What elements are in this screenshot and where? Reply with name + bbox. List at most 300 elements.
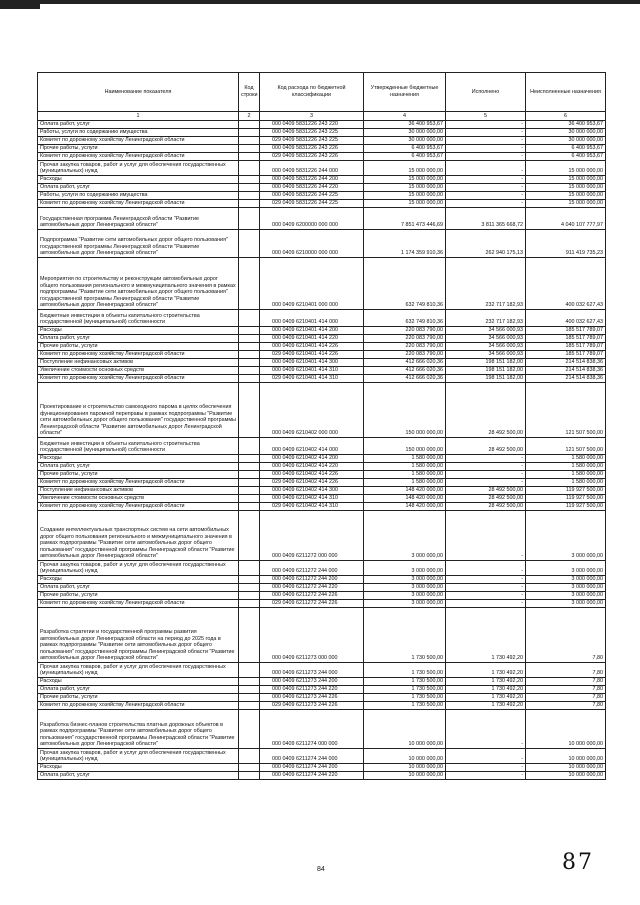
row-code-cell [239, 367, 260, 375]
row-code-cell [239, 487, 260, 495]
row-name-cell: Подпрограмма "Развитие сети автомобильных дорог общего пользования" государственной программы Ленинградской области "Развитие автомобильных дорог Ленинградской области" [38, 230, 239, 258]
row-code-cell [239, 584, 260, 592]
row-kbk-cell: 000 0409 6210401 414 000 [260, 310, 364, 327]
row-approved-cell: 30 000 000,00 [364, 137, 446, 145]
row-kbk-cell: 000 0409 6210401 414 200 [260, 327, 364, 335]
column-number: 2 [239, 112, 260, 121]
row-kbk-cell: 000 0409 6210401 414 226 [260, 343, 364, 351]
row-kbk-cell: 000 0409 6210402 414 300 [260, 487, 364, 495]
row-name-cell: Комитет по дорожному хозяйству Ленинградской области [38, 137, 239, 145]
row-unexecuted-cell: 7,80 [526, 608, 606, 663]
row-kbk-cell: 000 0409 6210401 000 000 [260, 258, 364, 310]
row-approved-cell: 10 000 000,00 [364, 772, 446, 780]
row-code-cell [239, 359, 260, 367]
table-row [38, 749, 606, 764]
row-unexecuted-cell: 7,80 [526, 694, 606, 702]
header-row [38, 73, 606, 112]
row-name-cell: Расходы [38, 176, 239, 184]
row-kbk-cell: 000 0409 6211274 244 000 [260, 749, 364, 764]
row-kbk-cell: 000 0409 6210401 414 300 [260, 359, 364, 367]
row-kbk-cell: 000 0409 6211272 244 220 [260, 584, 364, 592]
row-executed-cell: - [446, 561, 526, 576]
table-row [38, 176, 606, 184]
row-kbk-cell: 029 0409 6210401 414 310 [260, 375, 364, 383]
row-kbk-cell: 000 0409 6211273 000 000 [260, 608, 364, 663]
table-row [38, 145, 606, 153]
row-name-cell: Мероприятия по строительству и реконструкции автомобильных дорог общего пользования регионального и межмуниципального значения в рамках подпрограммы "Развитие сети автомобильных дорог общего пользования" государственной программы Ленинградской области "Развитие автомобильных дорог Ленинградской области" [38, 258, 239, 310]
row-kbk-cell: 029 0409 5831226 243 225 [260, 137, 364, 145]
row-executed-cell: 198 151 182,00 [446, 367, 526, 375]
table-row [38, 310, 606, 327]
row-name-cell: Бюджетные инвестиции в объекты капитального строительства государственной (муниципальной) собственности [38, 310, 239, 327]
row-code-cell [239, 383, 260, 438]
row-executed-cell: - [446, 471, 526, 479]
page-number: 84 [317, 866, 325, 873]
row-unexecuted-cell: 3 000 000,00 [526, 576, 606, 584]
table-row [38, 327, 606, 335]
table-row [38, 561, 606, 576]
row-code-cell [239, 310, 260, 327]
row-approved-cell: 1 730 500,00 [364, 663, 446, 678]
row-unexecuted-cell: 36 400 953,67 [526, 121, 606, 129]
top-border-line [0, 0, 640, 4]
row-code-cell [239, 192, 260, 200]
row-approved-cell: 15 000 000,00 [364, 192, 446, 200]
row-executed-cell: 1 730 492,20 [446, 663, 526, 678]
row-code-cell [239, 479, 260, 487]
row-name-cell: Проектирование и строительство самоходного парома в целях обеспечения функционирования паромной переправы в рамках подпрограммы "Развитие сети автомобильных дорог общего пользования" государственной программы Ленинградской области "Развитие автомобильных дорог Ленинградской области" [38, 383, 239, 438]
row-approved-cell: 15 000 000,00 [364, 184, 446, 192]
row-executed-cell: 34 566 000,93 [446, 327, 526, 335]
column-number: 6 [526, 112, 606, 121]
row-executed-cell: 198 151 182,00 [446, 359, 526, 367]
row-code-cell [239, 200, 260, 208]
row-unexecuted-cell: 4 040 107 777,97 [526, 208, 606, 230]
row-name-cell: Поступление нефинансовых активов [38, 359, 239, 367]
row-executed-cell: 28 492 500,00 [446, 438, 526, 455]
row-code-cell [239, 375, 260, 383]
row-unexecuted-cell: 6 400 953,67 [526, 145, 606, 153]
row-code-cell [239, 471, 260, 479]
row-unexecuted-cell: 7,80 [526, 678, 606, 686]
row-approved-cell: 3 000 000,00 [364, 592, 446, 600]
row-executed-cell: 1 730 492,20 [446, 608, 526, 663]
table-row [38, 702, 606, 710]
header-executed: Исполнено [446, 73, 526, 112]
row-code-cell [239, 710, 260, 749]
table-body [38, 121, 606, 780]
column-number-row [38, 112, 606, 121]
row-name-cell: Комитет по дорожному хозяйству Ленинградской области [38, 702, 239, 710]
row-name-cell: Прочие работы, услуги [38, 592, 239, 600]
row-executed-cell: - [446, 161, 526, 176]
table-row [38, 192, 606, 200]
row-approved-cell: 220 083 790,00 [364, 343, 446, 351]
row-approved-cell: 150 000 000,00 [364, 438, 446, 455]
row-code-cell [239, 686, 260, 694]
row-code-cell [239, 161, 260, 176]
row-kbk-cell: 000 0409 6211273 244 200 [260, 678, 364, 686]
row-name-cell: Комитет по дорожному хозяйству Ленинградской области [38, 200, 239, 208]
row-name-cell: Увеличение стоимости основных средств [38, 367, 239, 375]
row-code-cell [239, 511, 260, 561]
row-approved-cell: 3 000 000,00 [364, 561, 446, 576]
row-name-cell: Оплата работ, услуг [38, 772, 239, 780]
row-approved-cell: 1 580 000,00 [364, 471, 446, 479]
row-kbk-cell: 000 0409 5831226 244 200 [260, 176, 364, 184]
row-unexecuted-cell: 3 000 000,00 [526, 584, 606, 592]
table-row [38, 678, 606, 686]
column-number: 4 [364, 112, 446, 121]
table-row [38, 463, 606, 471]
row-code-cell [239, 176, 260, 184]
row-executed-cell: 232 717 182,93 [446, 310, 526, 327]
row-approved-cell: 1 730 500,00 [364, 686, 446, 694]
row-unexecuted-cell: 121 507 500,00 [526, 438, 606, 455]
row-name-cell: Прочие работы, услуги [38, 145, 239, 153]
row-unexecuted-cell: 214 514 838,36 [526, 359, 606, 367]
table-row [38, 367, 606, 375]
row-kbk-cell: 000 0409 5831226 243 225 [260, 129, 364, 137]
row-name-cell: Комитет по дорожному хозяйству Ленинградской области [38, 600, 239, 608]
row-approved-cell: 3 000 000,00 [364, 576, 446, 584]
row-approved-cell: 1 580 000,00 [364, 479, 446, 487]
row-unexecuted-cell: 15 000 000,00 [526, 184, 606, 192]
row-code-cell [239, 600, 260, 608]
row-approved-cell: 6 400 953,67 [364, 145, 446, 153]
table-row [38, 335, 606, 343]
row-unexecuted-cell: 15 000 000,00 [526, 192, 606, 200]
row-name-cell: Государственная программа Ленинградской области "Развитие автомобильных дорог Ленинградской области" [38, 208, 239, 230]
row-name-cell: Оплата работ, услуг [38, 121, 239, 129]
row-code-cell [239, 772, 260, 780]
row-unexecuted-cell: 185 517 789,07 [526, 335, 606, 343]
row-executed-cell: 1 730 492,20 [446, 694, 526, 702]
row-executed-cell: 28 492 500,00 [446, 487, 526, 495]
row-code-cell [239, 153, 260, 161]
budget-execution-table [37, 72, 606, 780]
table-row [38, 576, 606, 584]
row-name-cell: Создание интеллектуальных транспортных систем на сети автомобильных дорог общего пользования регионального и межмуниципального значения в рамках подпрограммы "Развитие сети автомобильных дорог общего пользования" государственной программы Ленинградской области "Развитие автомобильных дорог Ленинградской области" [38, 511, 239, 561]
row-approved-cell: 412 666 020,36 [364, 375, 446, 383]
row-approved-cell: 220 083 790,00 [364, 351, 446, 359]
row-unexecuted-cell: 3 000 000,00 [526, 511, 606, 561]
row-unexecuted-cell: 119 927 500,00 [526, 487, 606, 495]
row-kbk-cell: 029 0409 6210401 414 226 [260, 351, 364, 359]
row-approved-cell: 1 730 500,00 [364, 702, 446, 710]
row-executed-cell: 28 492 500,00 [446, 503, 526, 511]
row-approved-cell: 220 083 790,00 [364, 327, 446, 335]
row-approved-cell: 1 580 000,00 [364, 455, 446, 463]
row-kbk-cell: 000 0409 6211274 244 220 [260, 772, 364, 780]
row-executed-cell: - [446, 600, 526, 608]
row-name-cell: Расходы [38, 678, 239, 686]
row-code-cell [239, 463, 260, 471]
row-code-cell [239, 561, 260, 576]
header-unexecuted: Неисполненные назначения [526, 73, 606, 112]
row-approved-cell: 412 666 020,36 [364, 359, 446, 367]
row-unexecuted-cell: 10 000 000,00 [526, 764, 606, 772]
row-approved-cell: 36 400 953,67 [364, 121, 446, 129]
row-executed-cell: - [446, 772, 526, 780]
row-name-cell: Оплата работ, услуг [38, 184, 239, 192]
row-name-cell: Разработка бизнес-планов строительства платных дорожных объектов в рамках подпрограммы "Развитие сети автомобильных дорог общего пользования" государственной программы Ленинградской области "Развитие автомобильных дорог Ленинградской области" [38, 710, 239, 749]
row-kbk-cell: 000 0409 6210402 414 226 [260, 471, 364, 479]
table-row [38, 161, 606, 176]
row-name-cell: Прочая закупка товаров, работ и услуг для обеспечения государственных (муниципальных) нужд [38, 663, 239, 678]
row-code-cell [239, 663, 260, 678]
row-unexecuted-cell: 1 580 000,00 [526, 463, 606, 471]
row-kbk-cell: 000 0409 6200000 000 000 [260, 208, 364, 230]
row-kbk-cell: 000 0409 6210000 000 000 [260, 230, 364, 258]
row-kbk-cell: 000 0409 6211272 244 226 [260, 592, 364, 600]
table-row [38, 584, 606, 592]
row-approved-cell: 148 420 000,00 [364, 503, 446, 511]
row-name-cell: Комитет по дорожному хозяйству Ленинградской области [38, 153, 239, 161]
row-code-cell [239, 145, 260, 153]
row-name-cell: Оплата работ, услуг [38, 686, 239, 694]
row-kbk-cell: 000 0409 5831226 243 226 [260, 145, 364, 153]
row-kbk-cell: 000 0409 5831226 244 225 [260, 192, 364, 200]
table-row [38, 592, 606, 600]
row-approved-cell: 148 420 000,00 [364, 495, 446, 503]
row-code-cell [239, 208, 260, 230]
row-name-cell: Прочая закупка товаров, работ и услуг для обеспечения государственных (муниципальных) нужд [38, 161, 239, 176]
row-unexecuted-cell: 10 000 000,00 [526, 710, 606, 749]
row-executed-cell: 34 566 000,93 [446, 343, 526, 351]
row-executed-cell: 28 492 500,00 [446, 495, 526, 503]
table-row [38, 208, 606, 230]
row-executed-cell: 1 730 492,20 [446, 686, 526, 694]
row-executed-cell: 28 492 500,00 [446, 383, 526, 438]
row-code-cell [239, 576, 260, 584]
row-approved-cell: 1 580 000,00 [364, 463, 446, 471]
row-kbk-cell: 000 0409 6210401 414 310 [260, 367, 364, 375]
row-executed-cell: - [446, 710, 526, 749]
row-approved-cell: 15 000 000,00 [364, 161, 446, 176]
row-approved-cell: 1 730 500,00 [364, 608, 446, 663]
table-row [38, 608, 606, 663]
table-row [38, 710, 606, 749]
row-name-cell: Комитет по дорожному хозяйству Ленинградской области [38, 375, 239, 383]
row-approved-cell: 220 083 790,00 [364, 335, 446, 343]
row-kbk-cell: 029 0409 6210402 414 226 [260, 479, 364, 487]
row-executed-cell: - [446, 153, 526, 161]
row-executed-cell: 232 717 182,93 [446, 258, 526, 310]
table-row [38, 479, 606, 487]
table-row [38, 153, 606, 161]
row-name-cell: Прочие работы, услуги [38, 694, 239, 702]
row-executed-cell: - [446, 463, 526, 471]
row-approved-cell: 15 000 000,00 [364, 200, 446, 208]
row-executed-cell: - [446, 137, 526, 145]
table-row [38, 471, 606, 479]
row-executed-cell: - [446, 749, 526, 764]
row-approved-cell: 412 666 020,36 [364, 367, 446, 375]
row-kbk-cell: 029 0409 5831226 244 225 [260, 200, 364, 208]
row-kbk-cell: 000 0409 6211274 000 000 [260, 710, 364, 749]
row-name-cell: Прочие работы, услуги [38, 471, 239, 479]
row-executed-cell: - [446, 184, 526, 192]
table-row [38, 764, 606, 772]
row-approved-cell: 148 420 000,00 [364, 487, 446, 495]
row-executed-cell: 34 566 000,93 [446, 351, 526, 359]
row-kbk-cell: 000 0409 6210402 414 000 [260, 438, 364, 455]
table-row [38, 686, 606, 694]
row-unexecuted-cell: 400 032 627,43 [526, 310, 606, 327]
row-kbk-cell: 029 0409 5831226 243 226 [260, 153, 364, 161]
header-approved: Утвержденные бюджетные назначения [364, 73, 446, 112]
row-kbk-cell: 000 0409 5831226 244 000 [260, 161, 364, 176]
row-code-cell [239, 694, 260, 702]
column-number: 1 [38, 112, 239, 121]
table-row [38, 230, 606, 258]
row-code-cell [239, 503, 260, 511]
row-approved-cell: 1 730 500,00 [364, 694, 446, 702]
row-code-cell [239, 327, 260, 335]
table-row [38, 511, 606, 561]
row-unexecuted-cell: 30 000 000,00 [526, 129, 606, 137]
row-approved-cell: 3 000 000,00 [364, 584, 446, 592]
table-row [38, 772, 606, 780]
row-code-cell [239, 608, 260, 663]
row-kbk-cell: 000 0409 6211272 244 200 [260, 576, 364, 584]
row-approved-cell: 632 749 810,36 [364, 310, 446, 327]
row-code-cell [239, 137, 260, 145]
row-executed-cell: 1 730 492,20 [446, 702, 526, 710]
row-kbk-cell: 000 0409 6211273 244 226 [260, 694, 364, 702]
row-unexecuted-cell: 119 927 500,00 [526, 503, 606, 511]
row-executed-cell: 1 730 492,20 [446, 678, 526, 686]
row-code-cell [239, 438, 260, 455]
row-executed-cell: - [446, 764, 526, 772]
row-approved-cell: 3 000 000,00 [364, 600, 446, 608]
row-name-cell: Оплата работ, услуг [38, 463, 239, 471]
row-approved-cell: 1 174 359 910,36 [364, 230, 446, 258]
row-code-cell [239, 592, 260, 600]
row-unexecuted-cell: 7,80 [526, 686, 606, 694]
row-executed-cell: - [446, 145, 526, 153]
table-row [38, 694, 606, 702]
row-code-cell [239, 343, 260, 351]
handwritten-page-number: 87 [562, 850, 594, 875]
row-executed-cell: 3 811 365 668,72 [446, 208, 526, 230]
row-approved-cell: 10 000 000,00 [364, 710, 446, 749]
row-executed-cell: - [446, 129, 526, 137]
row-unexecuted-cell: 3 000 000,00 [526, 561, 606, 576]
table-row [38, 503, 606, 511]
table-row [38, 438, 606, 455]
top-border-notch [0, 0, 40, 9]
row-unexecuted-cell: 214 514 838,36 [526, 367, 606, 375]
row-name-cell: Комитет по дорожному хозяйству Ленинградской области [38, 503, 239, 511]
row-name-cell: Оплата работ, услуг [38, 335, 239, 343]
row-approved-cell: 30 000 000,00 [364, 129, 446, 137]
table-row [38, 359, 606, 367]
row-approved-cell: 6 400 953,67 [364, 153, 446, 161]
row-executed-cell: 262 940 175,13 [446, 230, 526, 258]
row-executed-cell: - [446, 511, 526, 561]
table-row [38, 184, 606, 192]
row-approved-cell: 1 730 500,00 [364, 678, 446, 686]
row-unexecuted-cell: 1 580 000,00 [526, 471, 606, 479]
row-unexecuted-cell: 30 000 000,00 [526, 137, 606, 145]
row-kbk-cell: 000 0409 6211273 244 220 [260, 686, 364, 694]
row-unexecuted-cell: 7,80 [526, 702, 606, 710]
row-name-cell: Увеличение стоимости основных средств [38, 495, 239, 503]
row-code-cell [239, 230, 260, 258]
table-row [38, 343, 606, 351]
row-unexecuted-cell: 119 927 500,00 [526, 495, 606, 503]
row-unexecuted-cell: 10 000 000,00 [526, 772, 606, 780]
row-kbk-cell: 000 0409 6210402 414 200 [260, 455, 364, 463]
row-approved-cell: 150 000 000,00 [364, 383, 446, 438]
row-executed-cell: - [446, 592, 526, 600]
row-name-cell: Расходы [38, 327, 239, 335]
row-unexecuted-cell: 7,80 [526, 663, 606, 678]
table-row [38, 375, 606, 383]
row-name-cell: Оплата работ, услуг [38, 584, 239, 592]
row-approved-cell: 15 000 000,00 [364, 176, 446, 184]
row-approved-cell: 3 000 000,00 [364, 511, 446, 561]
row-kbk-cell: 000 0409 5831226 244 220 [260, 184, 364, 192]
row-kbk-cell: 000 0409 6211274 244 200 [260, 764, 364, 772]
row-code-cell [239, 184, 260, 192]
table-row [38, 487, 606, 495]
header-name: Наименование показателя [38, 73, 239, 112]
row-executed-cell: 198 151 182,00 [446, 375, 526, 383]
row-unexecuted-cell: 10 000 000,00 [526, 749, 606, 764]
table-row [38, 258, 606, 310]
row-name-cell: Прочая закупка товаров, работ и услуг для обеспечения государственных (муниципальных) нужд [38, 749, 239, 764]
row-name-cell: Прочая закупка товаров, работ и услуг для обеспечения государственных (муниципальных) нужд [38, 561, 239, 576]
row-name-cell: Разработка стратегии и государственной программы развития автомобильных дорог Ленинградской области на период до 2025 года в рамках подпрограммы "Развитие сети автомобильных дорог общего пользования" государственной программы Ленинградской области "Развитие автомобильных дорог Ленинградской области" [38, 608, 239, 663]
row-name-cell: Работы, услуги по содержанию имущества [38, 129, 239, 137]
row-executed-cell: - [446, 584, 526, 592]
row-name-cell: Прочие работы, услуги [38, 343, 239, 351]
row-code-cell [239, 121, 260, 129]
row-name-cell: Расходы [38, 576, 239, 584]
table-row [38, 600, 606, 608]
row-name-cell: Расходы [38, 455, 239, 463]
table-row [38, 495, 606, 503]
row-kbk-cell: 000 0409 6210402 000 000 [260, 383, 364, 438]
table-row [38, 455, 606, 463]
table-row [38, 351, 606, 359]
row-approved-cell: 10 000 000,00 [364, 764, 446, 772]
row-kbk-cell: 000 0409 6210402 414 310 [260, 495, 364, 503]
row-executed-cell: - [446, 576, 526, 584]
row-code-cell [239, 749, 260, 764]
row-kbk-cell: 029 0409 6211273 244 226 [260, 702, 364, 710]
row-kbk-cell: 000 0409 6210401 414 220 [260, 335, 364, 343]
row-name-cell: Комитет по дорожному хозяйству Ленинградской области [38, 351, 239, 359]
row-kbk-cell: 029 0409 6211272 244 226 [260, 600, 364, 608]
row-code-cell [239, 258, 260, 310]
header-code: Код строки [239, 73, 260, 112]
row-kbk-cell: 000 0409 6211272 244 000 [260, 561, 364, 576]
row-executed-cell: - [446, 479, 526, 487]
column-number: 3 [260, 112, 364, 121]
row-name-cell: Расходы [38, 764, 239, 772]
row-executed-cell: - [446, 200, 526, 208]
row-code-cell [239, 351, 260, 359]
row-unexecuted-cell: 15 000 000,00 [526, 200, 606, 208]
table-row [38, 137, 606, 145]
row-code-cell [239, 702, 260, 710]
row-unexecuted-cell: 185 517 789,07 [526, 343, 606, 351]
row-unexecuted-cell: 214 514 838,36 [526, 375, 606, 383]
